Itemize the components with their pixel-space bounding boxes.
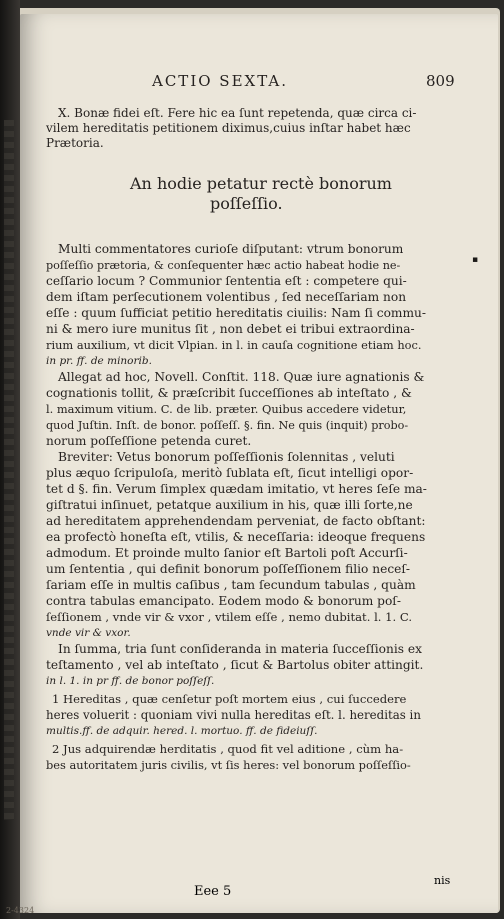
catchword: nis xyxy=(434,874,451,887)
running-title: ACTIO SEXTA. xyxy=(152,72,288,90)
text-line: um ſententia , qui definit bonorum poſſeſſionem filio neceſ- xyxy=(46,562,411,576)
citation-line: multis.ff. de adquir. hered. l. mortuo. ff. de fideiuſſ. xyxy=(46,725,318,737)
text-line: eſſe : quum ſufficiat petitio hereditatis ciuilis: Nam ſi commu- xyxy=(46,306,427,320)
text-line: contra tabulas emancipato. Eodem modo & bonorum poſ- xyxy=(46,594,401,608)
text-line: vilem hereditatis petitionem diximus,cuius inſtar habet hæc xyxy=(46,121,411,135)
library-stamp: 2-4324 xyxy=(6,906,35,915)
text-line: cognationis tollit, & præſcribit ſucceſſiones ab inteſtato , & xyxy=(46,386,412,400)
text-line: giſtratui inſinuet, petatque auxilium in his, quæ illi ſorte,ne xyxy=(46,498,413,512)
text-line: ſeſſionem , vnde vir & vxor , vtilem eſſe , nemo dubitat. l. 1. C. xyxy=(46,610,413,624)
numbered-line: 2 Jus adquirendæ herditatis , quod fit vel aditione , cùm ha- xyxy=(52,742,404,756)
text-line: quod Juſtin. Inſt. de bonor. poſſeſſ. §. fin. Ne quis (inquit) probo- xyxy=(46,419,409,432)
text-line: ad hereditatem apprehendendam perveniat, de facto obſtant: xyxy=(46,514,426,528)
text-line: ſariam eſſe in multis caſibus , tam ſecundum tabulas , quàm xyxy=(46,578,416,592)
book-page xyxy=(20,14,498,913)
section-title-line: An hodie petatur rectè bonorum xyxy=(130,174,392,193)
text-line: ni & mero iure munitus ſit , non debet ei tribui extraordina- xyxy=(46,322,415,336)
text-line: Prætoria. xyxy=(46,136,104,150)
text-line: norum poſſeſſione petenda curet. xyxy=(46,434,252,448)
text-line: Breviter: Vetus bonorum poſſeſſionis ſolennitas , veluti xyxy=(58,450,395,464)
text-line: tet d §. fin. Verum ſimplex quædam imitatio, vt heres ſeſe ma- xyxy=(46,482,427,496)
text-line: bes autoritatem juris civilis, vt ſis heres: vel bonorum poſſeſſio- xyxy=(46,758,411,772)
page-number: 809 xyxy=(426,72,455,90)
margin-mark: ▪ xyxy=(472,255,479,265)
text-line: rium auxilium, vt dicit Vlpian. in l. in cauſa cognitione etiam hoc. xyxy=(46,338,422,352)
text-line: poſſeſſio prætoria, & conſequenter hæc actio habeat hodie ne- xyxy=(46,259,401,272)
text-line: heres voluerit : quoniam vivi nulla hereditas eſt. l. hereditas in xyxy=(46,708,421,722)
citation-line: in l. 1. in pr ff. de bonor poſſeſſ. xyxy=(46,675,215,687)
text-line: ea profectò honeſta eſt, vtilis, & neceſſaria: ideoque frequens xyxy=(46,530,426,544)
text-line: l. maximum vitium. C. de lib. præter. Quibus accedere videtur, xyxy=(46,402,407,416)
text-line: ceſſario locum ? Communior ſententia eſt : competere qui- xyxy=(46,274,407,288)
text-line: X. Bonæ fidei eſt. Fere hic ea ſunt repetenda, quæ circa ci- xyxy=(58,106,417,120)
page-header xyxy=(46,72,476,94)
citation-line: vnde vir & vxor. xyxy=(46,627,131,639)
text-line: In ſumma, tria ſunt conſideranda in materia ſucceſſionis ex xyxy=(58,642,422,656)
text-line: admodum. Et proinde multo ſanior eſt Bartoli poſt Accurſi- xyxy=(46,546,408,560)
text-line: Allegat ad hoc, Novell. Conſtit. 118. Quæ iure agnationis & xyxy=(58,370,425,384)
citation-line: in pr. ff. de minorib. xyxy=(46,355,152,367)
signature-mark: Eee 5 xyxy=(194,884,232,899)
page-edge-fringe xyxy=(4,120,14,820)
section-title-line: poſſeſſio. xyxy=(210,194,283,213)
text-line: dem iſtam perſecutionem volentibus , ſed neceſſariam non xyxy=(46,290,407,304)
text-line: plus æquo ſcripuloſa, meritò ſublata eſt, ſicut intelligi opor- xyxy=(46,466,414,480)
numbered-line: 1 Hereditas , quæ cenſetur poſt mortem eius , cui ſuccedere xyxy=(52,692,407,706)
text-line: teſtamento , vel ab inteſtato , ſicut & Bartolus obiter attingit. xyxy=(46,658,424,672)
text-line: Multi commentatores curioſe diſputant: vtrum bonorum xyxy=(58,242,404,256)
